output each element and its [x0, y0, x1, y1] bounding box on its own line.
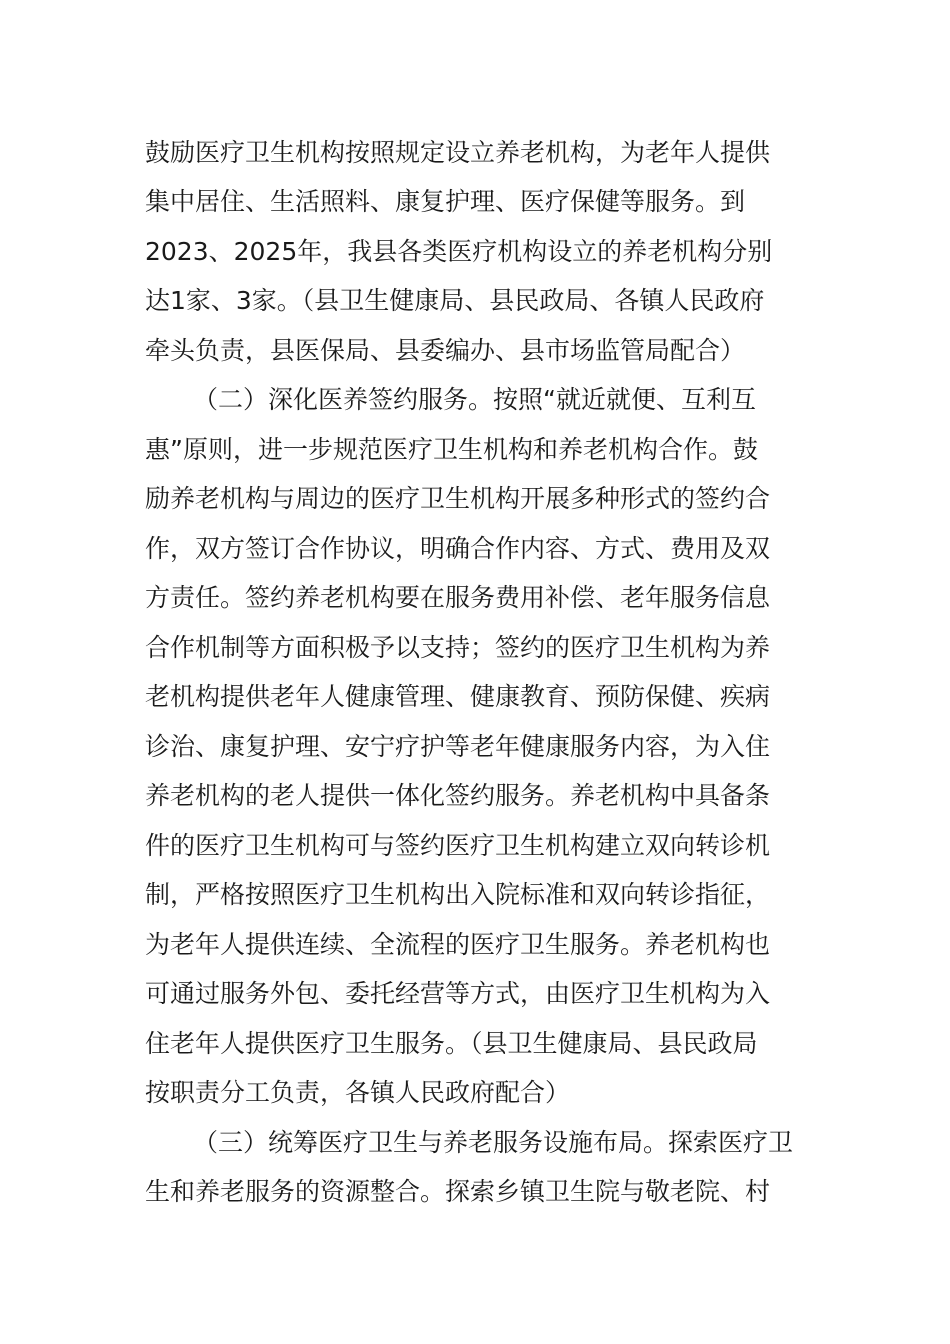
text-line: 2023、2025年，我县各类医疗机构设立的养老机构分别	[145, 237, 773, 266]
section-heading-line: （二）深化医养签约服务。按照“就近就便、互利互	[193, 385, 756, 414]
text-line: 生和养老服务的资源整合。探索乡镇卫生院与敬老院、村	[145, 1177, 771, 1206]
text-line: 集中居住、生活照料、康复护理、医疗保健等服务。到	[145, 187, 746, 216]
text-line: 为老年人提供连续、全流程的医疗卫生服务。养老机构也	[145, 930, 771, 959]
text-line: 可通过服务外包、委托经营等方式，由医疗卫生机构为入	[145, 979, 771, 1008]
text-line: 达1家、3家。（县卫生健康局、县民政局、各镇人民政府	[145, 286, 765, 315]
text-line: 制，严格按照医疗卫生机构出入院标准和双向转诊指征，	[145, 880, 771, 909]
text-line: 养老机构的老人提供一体化签约服务。养老机构中具备条	[145, 781, 771, 810]
text-line: 作，双方签订合作协议，明确合作内容、方式、费用及双	[145, 534, 771, 563]
text-line: 诊治、康复护理、安宁疗护等老年健康服务内容，为入住	[145, 732, 771, 761]
text-line: 牵头负责，县医保局、县委编办、县市场监管局配合）	[145, 336, 746, 365]
section-heading-line: （三）统筹医疗卫生与养老服务设施布局。探索医疗卫	[193, 1128, 794, 1157]
text-line: 鼓励医疗卫生机构按照规定设立养老机构，为老年人提供	[145, 138, 771, 167]
text-line: 励养老机构与周边的医疗卫生机构开展多种形式的签约合	[145, 484, 771, 513]
text-line: 惠”原则，进一步规范医疗卫生机构和养老机构合作。鼓	[145, 435, 758, 464]
text-line: 合作机制等方面积极予以支持；签约的医疗卫生机构为养	[145, 633, 771, 662]
text-line: 按职责分工负责，各镇人民政府配合）	[145, 1078, 571, 1107]
text-line: 件的医疗卫生机构可与签约医疗卫生机构建立双向转诊机	[145, 831, 771, 860]
text-line: 方责任。签约养老机构要在服务费用补偿、老年服务信息	[145, 583, 771, 612]
text-line: 老机构提供老年人健康管理、健康教育、预防保健、疾病	[145, 682, 771, 711]
text-line: 住老年人提供医疗卫生服务。（县卫生健康局、县民政局	[145, 1029, 758, 1058]
